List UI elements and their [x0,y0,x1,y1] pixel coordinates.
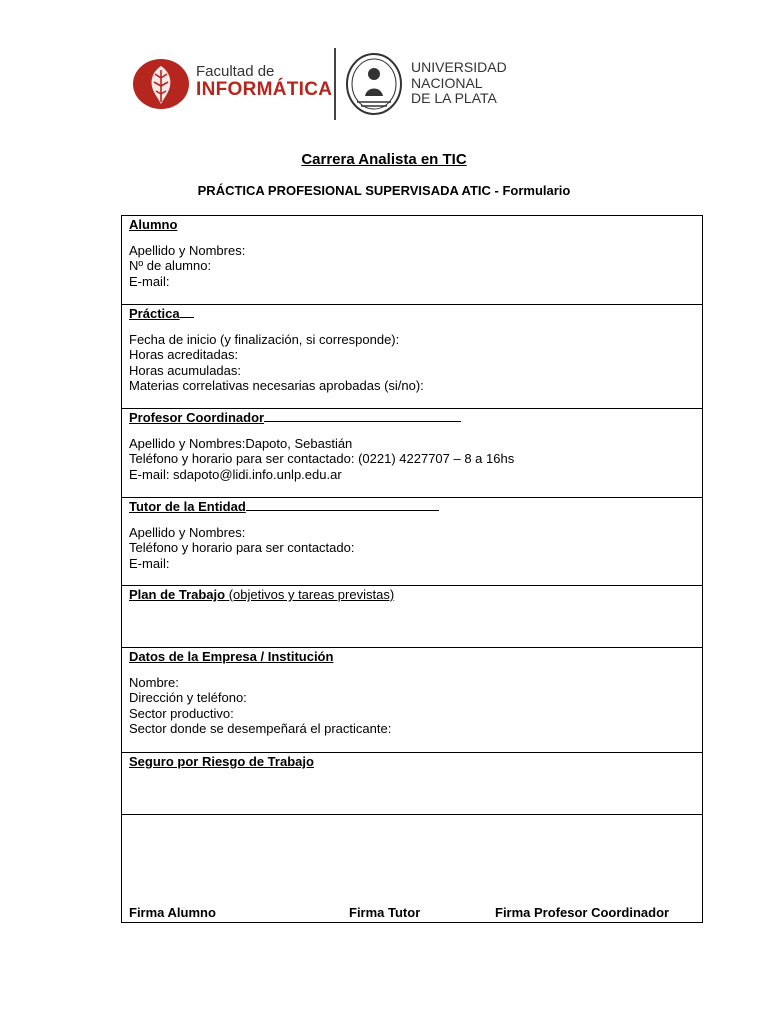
field-horas-acumuladas: Horas acumuladas: [129,362,241,378]
faculty-name [196,64,332,100]
field-sector-practicante: Sector donde se desempeñará el practicante: [129,720,392,736]
field-profesor-telefono: Teléfono y horario para ser contactado: (0221) 4227707 – 8 a 16hs [129,451,515,467]
section-plan-trabajo [122,586,702,648]
university-line1: UNIVERSIDAD [411,59,507,75]
university-line2: NACIONAL [411,74,483,91]
field-sector-productivo: Sector productivo: [129,705,234,721]
signature-row [129,905,695,922]
section-note: (objetivos y tareas previstas) [225,587,395,602]
field-empresa-direccion: Dirección y teléfono: [129,690,247,706]
field-empresa-nombre: Nombre: [129,675,179,690]
faculty-logo-icon [132,58,190,110]
section-profesor [122,409,702,498]
section-title: Plan de Trabajo [129,587,226,602]
field-numero-alumno: Nº de alumno: [129,258,212,274]
field-tutor-nombre: Apellido y Nombres: [129,525,246,540]
section-seguro [122,753,702,815]
signature-alumno: Firma Alumno [129,905,216,920]
field-profesor-nombre: Apellido y Nombres:Dapoto, Sebastián [129,436,353,451]
header-divider [334,48,336,120]
section-practica [122,305,702,409]
section-firmas [122,815,702,922]
section-title: Profesor Coordinador [129,410,265,425]
university-seal-icon [345,52,403,116]
section-title: Tutor de la Entidad [129,499,246,514]
faculty-line2: INFORMÁTICA [196,79,333,100]
title-underline [180,306,194,318]
field-materias-correlativas: Materias correlativas necesarias aprobadas (si/no): [129,377,424,393]
section-title: Práctica [129,306,180,321]
form-table [121,215,703,923]
section-empresa [122,648,702,753]
field-tutor-telefono: Teléfono y horario para ser contactado: [129,540,355,556]
field-email: E-mail: [129,273,170,289]
university-line3: DE LA PLATA [411,90,497,106]
university-name [411,60,507,107]
section-title: Datos de la Empresa / Institución [129,649,334,664]
signature-profesor: Firma Profesor Coordinador [495,905,670,920]
document-subtitle: PRÁCTICA PROFESIONAL SUPERVISADA ATIC - Formulario [197,183,571,198]
section-tutor [122,498,702,586]
field-apellido-nombres: Apellido y Nombres: [129,243,246,258]
signature-tutor: Firma Tutor [349,905,421,920]
document-title: Carrera Analista en TIC [301,151,467,168]
field-horas-acreditadas: Horas acreditadas: [129,347,239,363]
document-header [0,44,768,124]
title-underline [264,410,461,422]
section-title: Alumno [129,217,178,232]
title-underline [246,499,439,511]
faculty-line1: Facultad de [196,63,275,80]
field-profesor-email: E-mail: sdapoto@lidi.info.unlp.edu.ar [129,466,342,482]
section-alumno [122,216,702,305]
field-fecha-inicio: Fecha de inicio (y finalización, si corresponde): [129,332,400,347]
field-tutor-email: E-mail: [129,555,170,571]
section-title: Seguro por Riesgo de Trabajo [129,754,314,769]
